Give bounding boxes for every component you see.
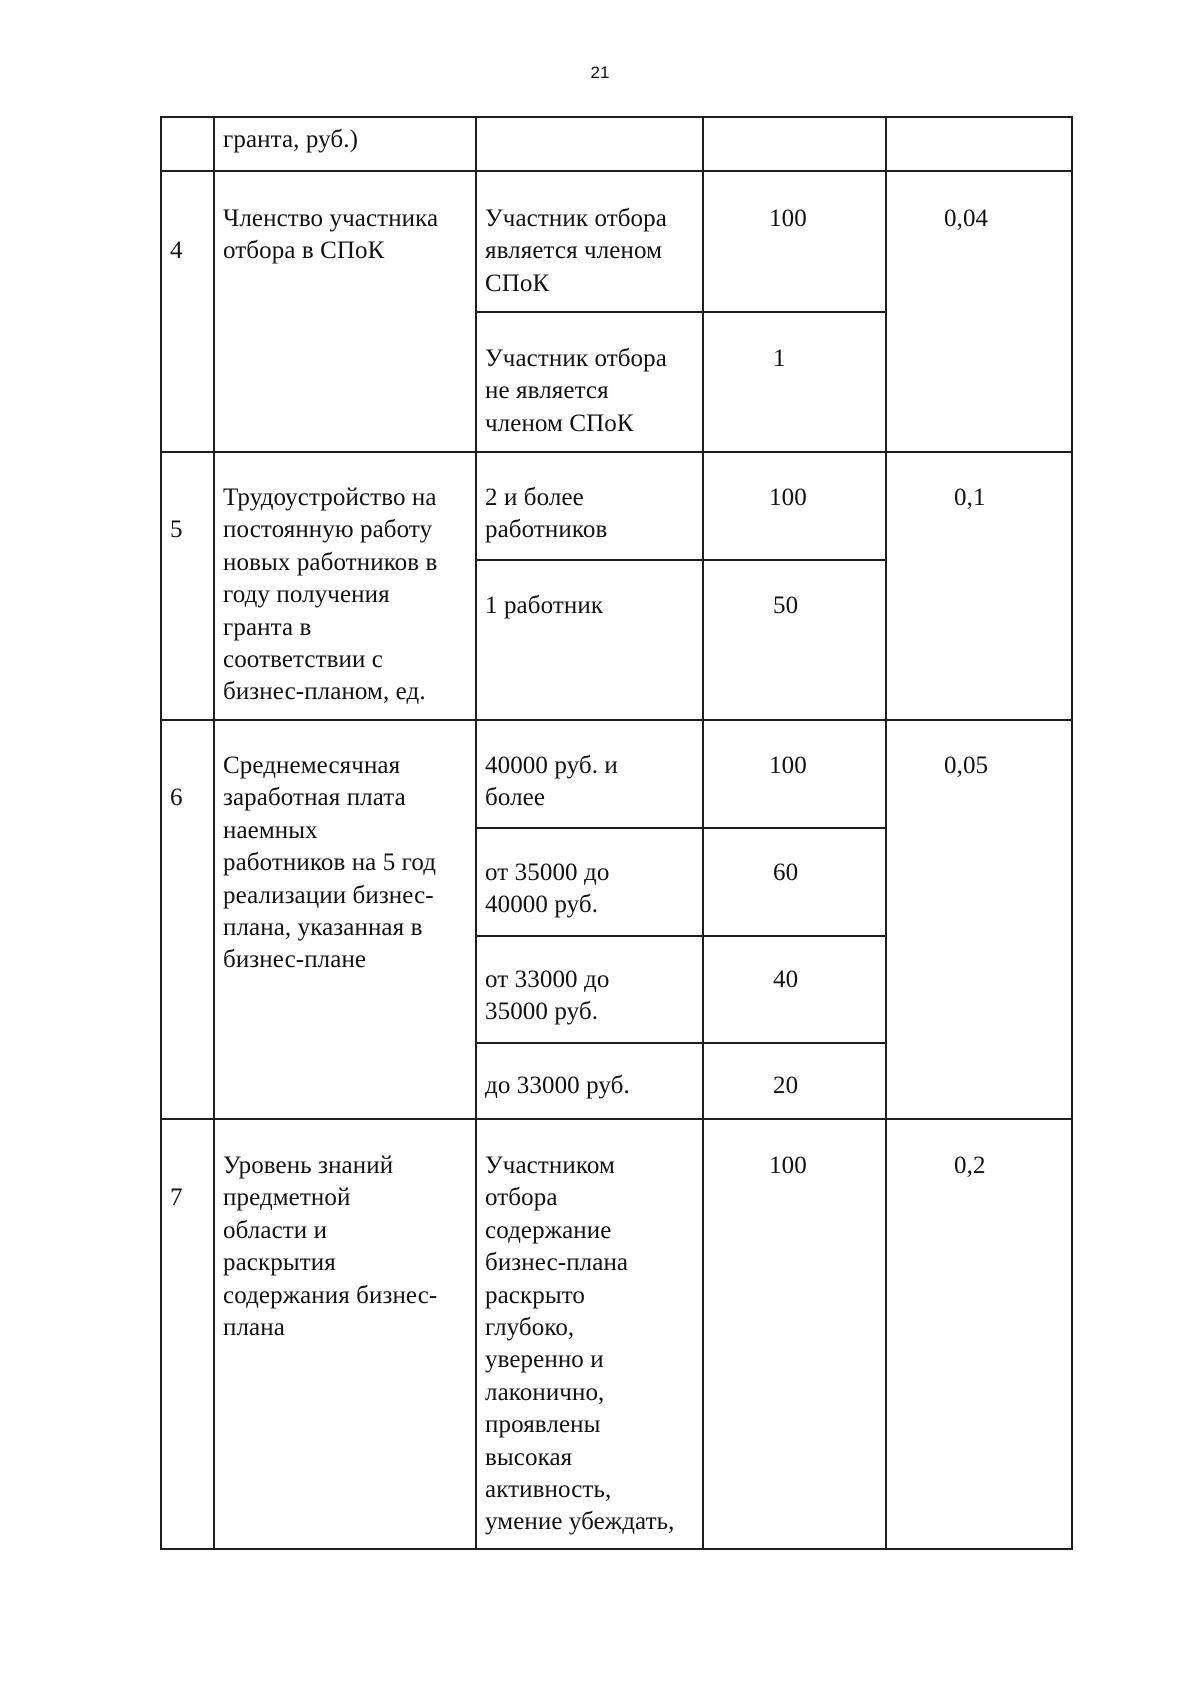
condition-text: Участник отбора является членом СПоК: [485, 205, 667, 297]
column-divider: [885, 116, 887, 1550]
row-divider: [160, 1118, 1073, 1120]
row-divider: [160, 451, 1073, 453]
row-divider: [160, 170, 1073, 172]
condition-text: 40000 руб. и более: [485, 752, 618, 812]
table-border-bottom: [160, 1548, 1073, 1550]
condition-text: 1 работник: [485, 592, 604, 619]
criterion-text: Трудоустройство на постоянную работу новых работников в году получения гранта в соответствии с бизнес-планом, ед.: [223, 484, 438, 706]
weight-value: 0,1: [954, 484, 986, 511]
score-value: 100: [769, 484, 807, 511]
score-value: 50: [773, 592, 799, 619]
row-number: 4: [170, 237, 183, 264]
column-divider: [213, 116, 215, 1550]
option-divider: [475, 559, 886, 561]
criterion-text: Уровень знаний предметной области и раскрытия содержания бизнес- плана: [223, 1152, 438, 1342]
option-divider: [475, 827, 886, 829]
criterion-text: Среднемесячная заработная плата наемных работников на 5 год реализации бизнес- плана, указанная в бизнес-плане: [223, 752, 437, 974]
column-divider: [475, 116, 477, 1550]
column-divider: [702, 116, 704, 1550]
table-border-right: [1071, 116, 1073, 1550]
condition-text: от 33000 до 35000 руб.: [485, 966, 610, 1026]
condition-text: от 35000 до 40000 руб.: [485, 859, 610, 919]
criterion-text: гранта, руб.): [223, 126, 358, 153]
condition-text: Участником отбора содержание бизнес-плана раскрыто глубоко, уверенно и лаконично, проявлены высокая активность, умение убеждать,: [485, 1152, 675, 1536]
row-number: 7: [170, 1184, 183, 1211]
weight-value: 0,2: [954, 1152, 986, 1179]
option-divider: [475, 935, 886, 937]
table-border-top: [160, 116, 1073, 118]
score-value: 60: [773, 859, 799, 886]
option-divider: [475, 311, 886, 313]
score-value: 100: [769, 205, 807, 232]
score-value: 100: [769, 752, 807, 779]
criterion-text: Членство участника отбора в СПоК: [223, 205, 439, 265]
score-value: 1: [773, 345, 786, 372]
row-number: 5: [170, 516, 183, 543]
score-value: 40: [773, 966, 799, 993]
condition-text: до 33000 руб.: [485, 1072, 630, 1099]
table-border-left: [160, 116, 162, 1550]
row-divider: [160, 719, 1073, 721]
condition-text: Участник отбора не является членом СПоК: [485, 345, 667, 437]
criteria-table: [160, 116, 1073, 1550]
weight-value: 0,05: [944, 752, 989, 779]
score-value: 100: [769, 1152, 807, 1179]
page-number: 21: [590, 63, 610, 82]
condition-text: 2 и более работников: [485, 484, 608, 544]
score-value: 20: [773, 1072, 799, 1099]
option-divider: [475, 1042, 886, 1044]
weight-value: 0,04: [944, 205, 989, 232]
row-number: 6: [170, 784, 183, 811]
